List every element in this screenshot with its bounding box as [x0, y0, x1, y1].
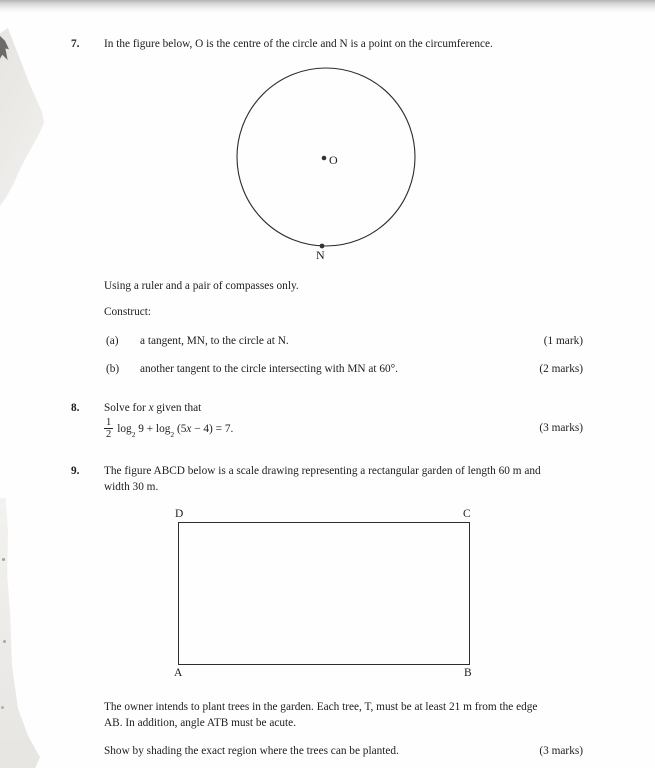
- q8-prompt-post: given that: [153, 402, 202, 414]
- q9-prompt-line-1: The figure ABCD below is a scale drawing representing a rectangular garden of length 60 m and: [104, 465, 541, 477]
- q7-number: 7.: [71, 38, 80, 50]
- corner-label-a: A: [174, 667, 183, 679]
- q7-part-b-marks: (2 marks): [539, 363, 583, 375]
- q8-prompt-pre: Solve for: [104, 402, 149, 414]
- q7-construct-label: Construct:: [104, 306, 152, 318]
- q7-tools-instruction: Using a ruler and a pair of compasses only.: [104, 280, 299, 292]
- eq-tail: − 4) = 7.: [191, 422, 234, 435]
- q7-part-a-text: a tangent, MN, to the circle at N.: [140, 335, 289, 347]
- corner-label-d: D: [175, 508, 184, 520]
- q9-number: 9.: [71, 465, 80, 477]
- q9-body-line-1: The owner intends to plant trees in the garden. Each tree, T, must be at least 21 m from the edge: [104, 701, 538, 713]
- fraction-numerator: 1: [106, 417, 112, 428]
- q7-part-a-label: (a): [106, 335, 119, 347]
- circle-center-label: O: [329, 153, 338, 167]
- q8-equation: [104, 417, 233, 440]
- q7-part-b-label: (b): [106, 363, 120, 375]
- q9-final-instruction: Show by shading the exact region where the trees can be planted.: [104, 745, 399, 757]
- scan-artifact-bottom-left: [0, 498, 40, 768]
- fraction-denominator: 2: [106, 429, 112, 440]
- circle-center-dot: [322, 156, 327, 161]
- scan-artifact-top-left: [0, 28, 44, 206]
- eq-mid-1: 9 + log: [135, 422, 171, 435]
- q8-number: 8.: [71, 402, 80, 414]
- point-n-label: N: [316, 248, 325, 262]
- circle-figure: [228, 58, 428, 268]
- corner-label-b: B: [464, 667, 472, 679]
- eq-variable: x: [186, 422, 192, 435]
- q7-prompt: In the figure below, O is the centre of the circle and N is a point on the circumference.: [104, 38, 493, 50]
- eq-log-base-1: 2: [131, 429, 136, 439]
- q7-part-b-text: another tangent to the circle intersecting with MN at 60°.: [140, 363, 398, 375]
- eq-mid-2: (5: [174, 422, 187, 435]
- q9-body-line-2: AB. In addition, angle ATB must be acute.: [104, 717, 297, 729]
- corner-label-c: C: [463, 508, 471, 520]
- eq-log-base-2: 2: [170, 429, 175, 439]
- scan-artifact-specks: [2, 558, 5, 561]
- q9-marks: (3 marks): [539, 745, 583, 757]
- q8-prompt: [104, 400, 201, 416]
- q8-equation-text: [117, 422, 234, 439]
- q7-part-a-marks: (1 mark): [543, 335, 583, 347]
- rectangle-garden-figure: [174, 508, 472, 679]
- scan-top-edge-shadow: [0, 0, 655, 13]
- q8-prompt-variable: x: [148, 402, 154, 414]
- eq-log-1: log: [117, 422, 132, 435]
- q9-prompt-line-2: width 30 m.: [104, 481, 159, 493]
- fraction-one-half: [104, 417, 113, 440]
- q8-marks: (3 marks): [539, 422, 583, 434]
- scan-artifact-scratch: [0, 36, 9, 60]
